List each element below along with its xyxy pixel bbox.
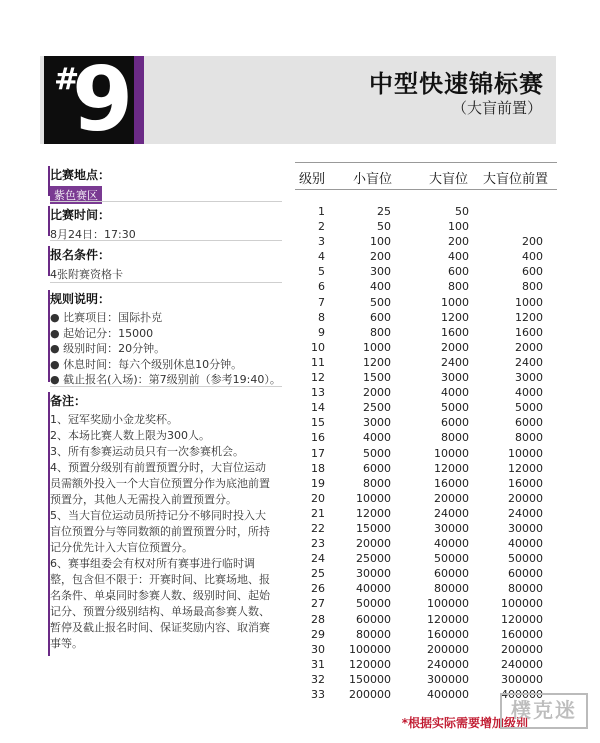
- table-header: [295, 162, 557, 190]
- big-blind-cell: 100000: [427, 597, 469, 611]
- note-line: 预置分，其他人无需投入前置预置分。: [50, 493, 237, 506]
- table-row: [295, 567, 557, 582]
- small-blind-cell: 4000: [363, 431, 391, 445]
- level-cell: 12: [311, 371, 325, 385]
- level-cell: 28: [311, 612, 325, 626]
- small-blind-cell: 10000: [356, 491, 391, 505]
- ante-cell: 100000: [501, 597, 543, 611]
- rule-item: ● 比赛项目：国际扑克: [50, 311, 163, 324]
- time-value: 8月24日：17:30: [50, 228, 136, 241]
- small-blind-cell: 800: [370, 325, 391, 339]
- table-row: [295, 371, 557, 386]
- level-cell: 29: [311, 627, 325, 641]
- rules-list: [50, 310, 281, 388]
- table-row: [295, 492, 557, 507]
- header-small-blind: 小盲位: [353, 172, 393, 187]
- level-cell: 26: [311, 582, 325, 596]
- event-title: 中型快速锦标赛: [369, 70, 544, 98]
- big-blind-cell: 300000: [427, 672, 469, 686]
- section-bar: [48, 392, 50, 656]
- ante-cell: 800: [522, 280, 543, 294]
- level-cell: 20: [311, 491, 325, 505]
- small-blind-cell: 20000: [356, 537, 391, 551]
- big-blind-cell: 160000: [427, 627, 469, 641]
- table-row: [295, 643, 557, 658]
- entry-value: 4张附赛资格卡: [50, 268, 123, 281]
- level-cell: 1: [318, 205, 325, 218]
- big-blind-cell: 200: [448, 235, 469, 249]
- big-blind-cell: 6000: [441, 416, 469, 430]
- ante-cell: 60000: [508, 567, 543, 581]
- big-blind-cell: 10000: [434, 446, 469, 460]
- header-level: 级别: [299, 172, 326, 187]
- level-cell: 21: [311, 506, 325, 520]
- ante-cell: 10000: [508, 446, 543, 460]
- table-row: [295, 280, 557, 295]
- small-blind-cell: 200000: [349, 688, 391, 701]
- big-blind-cell: 80000: [434, 582, 469, 596]
- ante-cell: 120000: [501, 612, 543, 626]
- big-blind-cell: 400000: [427, 688, 469, 701]
- big-blind-cell: 40000: [434, 537, 469, 551]
- venue-label: 比赛地点：: [50, 168, 111, 182]
- table-row: [295, 431, 557, 446]
- note-line: 盲位预置分与等同数额的前置预置分时，所持: [50, 525, 270, 538]
- ante-cell: 20000: [508, 491, 543, 505]
- small-blind-cell: 5000: [363, 446, 391, 460]
- level-cell: 11: [311, 355, 325, 369]
- level-cell: 15: [311, 416, 325, 430]
- venue-badge: 紫色赛区: [50, 186, 102, 204]
- level-cell: 18: [311, 461, 325, 475]
- ante-cell: 40000: [508, 537, 543, 551]
- big-blind-cell: 100: [448, 220, 469, 234]
- level-cell: 22: [311, 521, 325, 535]
- table-row: [295, 552, 557, 567]
- ante-cell: 3000: [515, 371, 543, 385]
- level-cell: 27: [311, 597, 325, 611]
- small-blind-cell: 25000: [356, 552, 391, 566]
- ante-cell: 1600: [515, 325, 543, 339]
- small-blind-cell: 15000: [356, 521, 391, 535]
- rule-item: ● 起始记分：15000: [50, 326, 154, 340]
- table-row: [295, 341, 557, 356]
- note-line: 记分、预置分级别结构、单场最高参赛人数、: [50, 605, 270, 618]
- level-cell: 8: [318, 310, 325, 324]
- note-line: 6、赛事组委会有权对所有赛事进行临时调: [50, 557, 255, 570]
- table-row: [295, 582, 557, 597]
- small-blind-cell: 100: [370, 235, 391, 249]
- level-cell: 16: [311, 431, 325, 445]
- section-bar: [48, 246, 50, 276]
- ante-cell: 6000: [515, 416, 543, 430]
- notes-body: [50, 412, 270, 652]
- big-blind-cell: 600: [448, 265, 469, 279]
- big-blind-cell: 8000: [441, 431, 469, 445]
- ante-cell: 1200: [515, 310, 543, 324]
- table-row: [295, 613, 557, 628]
- level-cell: 2: [318, 220, 325, 234]
- note-line: 4、预置分级别有前置预置分时，大盲位运动: [50, 461, 266, 474]
- table-row: [295, 673, 557, 688]
- big-blind-cell: 4000: [441, 386, 469, 400]
- table-row: [295, 235, 557, 250]
- small-blind-cell: 2500: [363, 401, 391, 415]
- big-blind-cell: 50: [455, 205, 469, 218]
- ante-cell: 5000: [515, 401, 543, 415]
- ante-cell: 24000: [508, 506, 543, 520]
- ante-cell: 400: [522, 250, 543, 264]
- big-blind-cell: 200000: [427, 642, 469, 656]
- table-row: [295, 250, 557, 265]
- big-blind-cell: 30000: [434, 521, 469, 535]
- blind-structure-table: [295, 162, 557, 703]
- small-blind-cell: 80000: [356, 627, 391, 641]
- ante-cell: 200: [522, 235, 543, 249]
- big-blind-cell: 1000: [441, 295, 469, 309]
- big-blind-cell: 1200: [441, 310, 469, 324]
- table-row: [295, 296, 557, 311]
- small-blind-cell: 30000: [356, 567, 391, 581]
- section-bar: [48, 206, 50, 236]
- level-cell: 25: [311, 567, 325, 581]
- rules-label: 规则说明：: [50, 292, 111, 306]
- note-line: 暂停及截止报名时间、保证奖励内容、取消赛: [50, 621, 270, 634]
- small-blind-cell: 150000: [349, 672, 391, 686]
- table-row: [295, 477, 557, 492]
- small-blind-cell: 50000: [356, 597, 391, 611]
- table-row: [295, 628, 557, 643]
- small-blind-cell: 1000: [363, 340, 391, 354]
- ante-cell: 2400: [515, 355, 543, 369]
- divider: [50, 201, 282, 202]
- level-cell: 3: [318, 235, 325, 249]
- ante-cell: 16000: [508, 476, 543, 490]
- event-number-block: [44, 48, 134, 151]
- big-blind-cell: 24000: [434, 506, 469, 520]
- purple-stripe: [134, 56, 144, 144]
- table-row: [295, 356, 557, 371]
- small-blind-cell: 100000: [349, 642, 391, 656]
- level-cell: 23: [311, 537, 325, 551]
- level-cell: 19: [311, 476, 325, 490]
- note-line: 事等。: [50, 637, 83, 650]
- level-cell: 24: [311, 552, 325, 566]
- small-blind-cell: 40000: [356, 582, 391, 596]
- note-line: 5、当大盲位运动员所持记分不够同时投入大: [50, 509, 266, 522]
- level-cell: 17: [311, 446, 325, 460]
- ante-cell: 30000: [508, 521, 543, 535]
- small-blind-cell: 2000: [363, 386, 391, 400]
- table-row: [295, 522, 557, 537]
- small-blind-cell: 6000: [363, 461, 391, 475]
- small-blind-cell: 120000: [349, 657, 391, 671]
- level-cell: 10: [311, 340, 325, 354]
- header-big-blind: 大盲位: [429, 172, 469, 187]
- footer-note: *根据实际需要增加级别: [401, 716, 528, 730]
- ante-cell: 200000: [501, 642, 543, 656]
- small-blind-cell: 12000: [356, 506, 391, 520]
- ante-cell: 4000: [515, 386, 543, 400]
- small-blind-cell: 3000: [363, 416, 391, 430]
- note-line: 员需额外投入一个大盲位预置分作为底池前置: [50, 477, 270, 490]
- small-blind-cell: 300: [370, 265, 391, 279]
- ante-cell: 8000: [515, 431, 543, 445]
- note-line: 3、所有参赛运动员只有一次参赛机会。: [50, 445, 244, 458]
- ante-cell: 80000: [508, 582, 543, 596]
- section-bar: [48, 290, 50, 382]
- time-section: [50, 206, 136, 242]
- small-blind-cell: 600: [370, 310, 391, 324]
- ante-cell: 600: [522, 265, 543, 279]
- divider: [50, 282, 282, 283]
- big-blind-cell: 3000: [441, 371, 469, 385]
- entry-section: [50, 246, 123, 282]
- note-line: 整，包含但不限于：开赛时间、比赛场地、报: [50, 573, 270, 586]
- table-row: [295, 447, 557, 462]
- note-line: 名条件、单桌同时参赛人数、级别时间、起始: [50, 589, 270, 602]
- event-subtitle: （大盲前置）: [451, 99, 542, 117]
- big-blind-cell: 60000: [434, 567, 469, 581]
- level-cell: 14: [311, 401, 325, 415]
- level-cell: 5: [318, 265, 325, 279]
- rule-item: ● 休息时间：每六个级别休息10分钟。: [50, 357, 243, 371]
- time-label: 比赛时间：: [50, 208, 111, 222]
- table-row: [295, 658, 557, 673]
- entry-label: 报名条件：: [50, 248, 111, 262]
- table-row: [295, 597, 557, 612]
- header-big-blind-ante: 大盲位前置: [483, 172, 549, 187]
- level-cell: 9: [318, 325, 325, 339]
- big-blind-cell: 12000: [434, 461, 469, 475]
- table-body: [295, 205, 557, 703]
- note-line: 1、冠军奖励小金龙奖杯。: [50, 413, 178, 426]
- ante-cell: 50000: [508, 552, 543, 566]
- big-blind-cell: 2400: [441, 355, 469, 369]
- table-row: [295, 311, 557, 326]
- level-cell: 31: [311, 657, 325, 671]
- ante-cell: 2000: [515, 340, 543, 354]
- ante-cell: 400000: [501, 688, 543, 701]
- small-blind-cell: 200: [370, 250, 391, 264]
- small-blind-cell: 400: [370, 280, 391, 294]
- small-blind-cell: 25: [377, 205, 391, 218]
- table-row: [295, 507, 557, 522]
- small-blind-cell: 1500: [363, 371, 391, 385]
- big-blind-cell: 120000: [427, 612, 469, 626]
- small-blind-cell: 500: [370, 295, 391, 309]
- ante-cell: 240000: [501, 657, 543, 671]
- watermark-logo: 樸克迷: [500, 693, 588, 729]
- table-row: [295, 265, 557, 280]
- small-blind-cell: 50: [377, 220, 391, 234]
- table-row: [295, 386, 557, 401]
- notes-label: 备注：: [50, 394, 87, 408]
- rule-item: ● 截止报名(入场)：第7级别前（参考19:40）。: [50, 373, 281, 386]
- small-blind-cell: 1200: [363, 355, 391, 369]
- table-row: [295, 326, 557, 341]
- table-row: [295, 205, 557, 220]
- divider: [50, 386, 282, 387]
- big-blind-cell: 50000: [434, 552, 469, 566]
- level-cell: 4: [318, 250, 325, 264]
- table-row: [295, 537, 557, 552]
- note-line: 2、本场比赛人数上限为300人。: [50, 429, 210, 442]
- rules-section: [50, 290, 281, 388]
- big-blind-cell: 400: [448, 250, 469, 264]
- ante-cell: 160000: [501, 627, 543, 641]
- level-cell: 7: [318, 295, 325, 309]
- big-blind-cell: 240000: [427, 657, 469, 671]
- note-line: 记分优先计入大盲位预置分。: [50, 541, 193, 554]
- event-number-hash: #: [54, 62, 80, 97]
- table-row: [295, 220, 557, 235]
- level-cell: 13: [311, 386, 325, 400]
- big-blind-cell: 5000: [441, 401, 469, 415]
- level-cell: 6: [318, 280, 325, 294]
- big-blind-cell: 800: [448, 280, 469, 294]
- big-blind-cell: 20000: [434, 491, 469, 505]
- divider: [50, 240, 282, 241]
- section-bar: [48, 166, 50, 196]
- level-cell: 30: [311, 642, 325, 656]
- rule-item: ● 级别时间：20分钟。: [50, 342, 166, 355]
- event-number: 9: [72, 48, 134, 151]
- level-cell: 32: [311, 672, 325, 686]
- big-blind-cell: 16000: [434, 476, 469, 490]
- ante-cell: 1000: [515, 295, 543, 309]
- small-blind-cell: 8000: [363, 476, 391, 490]
- table-row: [295, 416, 557, 431]
- ante-cell: 300000: [501, 672, 543, 686]
- small-blind-cell: 60000: [356, 612, 391, 626]
- big-blind-cell: 1600: [441, 325, 469, 339]
- table-row: [295, 401, 557, 416]
- notes-section: [50, 392, 270, 652]
- level-cell: 33: [311, 688, 325, 701]
- venue-section: [50, 166, 110, 204]
- big-blind-cell: 2000: [441, 340, 469, 354]
- ante-cell: 12000: [508, 461, 543, 475]
- table-row: [295, 462, 557, 477]
